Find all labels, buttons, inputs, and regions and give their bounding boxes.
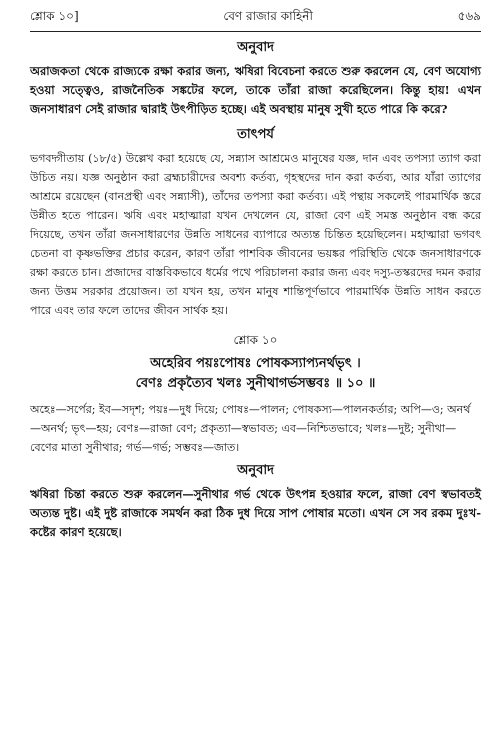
- header-verse-ref: শ্লোক ১০]: [30, 9, 79, 23]
- translation-text-2: ঋষিরা চিন্তা করতে শুরু করলেন—সুনীথার গর্ভ থেকে উৎপন্ন হওয়ার ফলে, রাজা বেণ স্বভাবতই অত্যন্ত দুষ্ট। এই দুষ্ট রাজাকে সমর্থন করা ঠিক দুধ দিয়ে সাপ পোষার মতো। এখন সে সব রকম দুঃখ-কষ্টের কারণ হয়েছে।: [30, 487, 481, 539]
- translation-heading: অনুবাদ: [237, 40, 274, 55]
- purport-text: ভগবদ্গীতায় (১৮/৫) উল্লেখ করা হয়েছে যে, সন্ন্যাস আশ্রমেও মানুষের যজ্ঞ, দান এবং তপস্যা ত্যাগ করা উচিত নয়। যজ্ঞ অনুষ্ঠান করা ব্রহ্মচারীদের অবশ্য কর্তব্য, গৃহস্থদের দান করা কর্তব্য, আর যাঁরা ত্যাগের আশ্রমে রয়েছেন (বানপ্রস্থী এবং সন্ন্যাসী), তাঁদের তপস্যা করা কর্তব্য। এই পন্থায় সকলেই পারমার্থিক স্তরে উন্নীত হতে পারেন। ঋষি এবং মহাত্মারা যখন দেখলেন যে, রাজা বেণ এই সমস্ত অনুষ্ঠান বন্ধ করে দিয়েছে, তখন তাঁরা জনসাধারণের উন্নতি সাধনের ব্যাপারে অত্যন্ত চিন্তিত হয়েছিলেন। মহাত্মারা ভগবৎ চেতনা বা কৃষ্ণভক্তির প্রচার করেন, কারণ তাঁরা পাশবিক জীবনের ভয়ঙ্কর পরিস্থিতি থেকে জনসাধারণকে রক্ষা করতে চান। প্রজাদের বাস্তবিকভাবে ধর্মের পথে পরিচালনা করার জন্য এবং দস্যু-তস্করদের দমন করার জন্য উত্তম সরকার প্রয়োজন। তা যখন হয়, তখন মানুষ শান্তিপূর্ণভাবে পারমার্থিক উন্নতি সাধন করতে পারে এবং তার ফলে তাদের জীবন সার্থক হয়।: [30, 152, 481, 317]
- verse-label: শ্লোক ১০: [233, 333, 278, 347]
- translation-text: অরাজকতা থেকে রাজ্যকে রক্ষা করার জন্য, ঋষিরা বিবেচনা করতে শুরু করলেন যে, বেণ অযোগ্য হওয়া সত্ত্বেও, রাজনৈতিক সঙ্কটের ফলে, তাকে তাঁরা রাজা করেছিলেন। কিন্তু হায়! এখন জনসাধারণ সেই রাজার দ্বারাই উৎপীড়িত হচ্ছে। এই অবস্থায় মানুষ সুখী হতে পারে কি করে?: [30, 64, 481, 116]
- header-divider: [30, 31, 481, 32]
- verse-line-1: অহেরিব পয়ঃপোষঃ পোষকস্যাপ্যনর্থভৃৎ ।: [150, 356, 361, 371]
- word-meanings: অহেঃ—সর্পের; ইব—সদৃশ; পয়ঃ—দুধ দিয়ে; পোষঃ—পালন; পোষকস্য—পালনকর্তার; অপি—ও; অনর্থ—অনর্থ; ভৃৎ—হয়; বেণঃ—রাজা বেণ; প্রকৃত্যা—স্বভাবত; এব—নিশ্চিতভাবে; খলঃ—দুষ্ট; সুনীথা—বেণের মাতা সুনীথার; গর্ভ—গর্ভ; সম্ভবঃ—জাত।: [30, 403, 471, 454]
- purport-heading: তাৎপর্য: [237, 127, 274, 142]
- running-header: [30, 8, 481, 28]
- page-number: ৫৬৯: [457, 9, 481, 23]
- verse-line-2: বেণঃ প্রকৃত্যৈব খলঃ সুনীথাগর্ভসম্ভবঃ ॥ ১০ ॥: [135, 376, 376, 391]
- translation-heading-2: অনুবাদ: [237, 463, 274, 478]
- header-chapter-title: বেণ রাজার কাহিনী: [223, 9, 313, 23]
